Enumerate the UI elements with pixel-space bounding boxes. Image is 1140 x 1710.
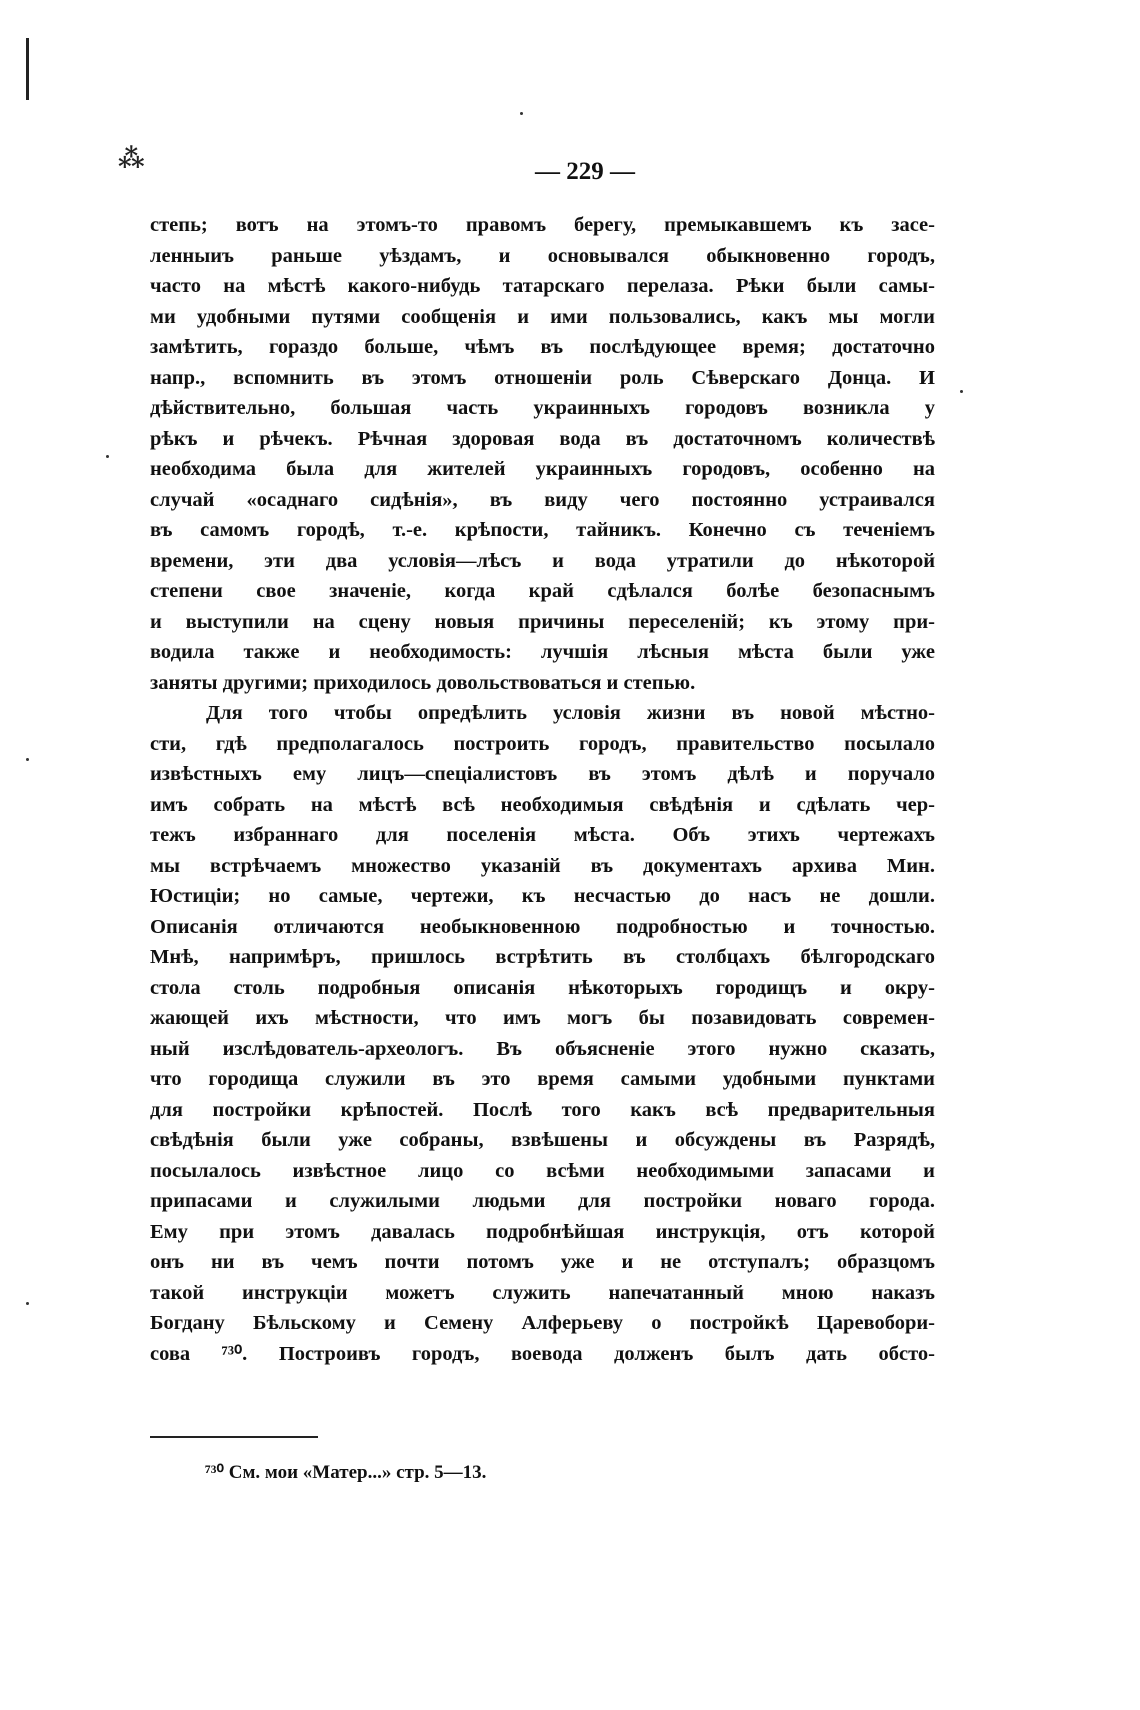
text-line: заняты другими; приходилось довольствоваться и степью.: [150, 671, 696, 694]
scan-edge-mark: [26, 38, 29, 100]
text-line: имъ собрать на мѣстѣ всѣ необходимыя свѣдѣнія и сдѣлать чер-: [150, 793, 935, 816]
text-line: Описанія отличаются необыкновенною подробностью и точностью.: [150, 915, 935, 938]
text-line: припасами и служилыми людьми для постройки новаго города.: [150, 1190, 935, 1212]
scan-speck: [520, 112, 523, 115]
paragraph-2: [150, 698, 935, 1369]
text-line: ный изслѣдователь-археологъ. Въ объясненіе этого нужно сказать,: [150, 1037, 935, 1060]
text-line: ленныиъ раньше уѣздамъ, и основывался обыкновенно городъ,: [150, 244, 935, 267]
scan-artifact-mark: ⁂: [118, 144, 145, 174]
text-line: жающей ихъ мѣстности, что имъ могъ бы позавидовать современ-: [150, 1007, 935, 1029]
footnote: ⁷³⁰ См. мои «Матер...» стр. 5—13.: [205, 1462, 487, 1483]
text-line: для постройки крѣпостей. Послѣ того какъ всѣ предварительныя: [150, 1098, 935, 1121]
text-line: сова ⁷³⁰. Построивъ городъ, воевода долженъ былъ дать обсто-: [150, 1342, 935, 1365]
text-line: водила также и необходимость: лучшія лѣсныя мѣста были уже: [150, 641, 935, 663]
text-line: необходима была для жителей украинныхъ городовъ, особенно на: [150, 458, 935, 480]
scan-speck: [26, 1302, 29, 1305]
text-line: посылалось извѣстное лицо со всѣми необходимыми запасами и: [150, 1159, 935, 1182]
text-line: мы встрѣчаемъ множество указаній въ документахъ архива Мин.: [150, 854, 935, 877]
text-line: что городища служили въ это время самыми удобными пунктами: [150, 1068, 935, 1090]
scan-speck: [26, 758, 29, 761]
paragraph-1: [150, 210, 935, 698]
text-line: и выступили на сцену новыя причины переселеній; къ этому при-: [150, 610, 935, 633]
text-line: рѣкъ и рѣчекъ. Рѣчная здоровая вода въ достаточномъ количествѣ: [150, 427, 935, 450]
text-line: часто на мѣстѣ какого-нибудь татарскаго перелаза. Рѣки были самы-: [150, 275, 935, 297]
text-line: онъ ни въ чемъ почти потомъ уже и не отступалъ; образцомъ: [150, 1251, 935, 1273]
text-line: дѣйствительно, большая часть украинныхъ городовъ возникла у: [150, 397, 935, 419]
text-line: тежъ избраннаго для поселенія мѣста. Объ этихъ чертежахъ: [150, 824, 935, 846]
scan-speck: [960, 390, 963, 393]
body-text: [150, 210, 935, 1369]
text-line: Мнѣ, напримѣръ, пришлось встрѣтить въ столбцахъ бѣлгородскаго: [150, 946, 935, 968]
text-line: свѣдѣнія были уже собраны, взвѣшены и обсуждены въ Разрядѣ,: [150, 1129, 935, 1151]
text-line: стола столь подробныя описанія нѣкоторыхъ городищъ и окру-: [150, 976, 935, 999]
text-line: случай «осаднаго сидѣнія», въ виду чего постоянно устраивался: [150, 488, 935, 511]
text-line: Богдану Бѣльскому и Семену Алферьеву о постройкѣ Царевобори-: [150, 1312, 935, 1334]
text-line: сти, гдѣ предполагалось построить городъ, правительство посылало: [150, 732, 935, 755]
text-line: такой инструкціи можетъ служить напечатанный мною наказъ: [150, 1281, 935, 1304]
scan-speck: [106, 455, 109, 458]
text-line: ми удобными путями сообщенія и ими пользовались, какъ мы могли: [150, 305, 935, 328]
text-line: Юстиціи; но самые, чертежи, къ несчастью до насъ не дошли.: [150, 885, 935, 907]
text-line: Ему при этомъ давалась подробнѣйшая инструкція, отъ которой: [150, 1220, 935, 1243]
text-line: степь; вотъ на этомъ-то правомъ берегу, премыкавшемъ къ засе-: [150, 214, 935, 236]
text-line: въ самомъ городѣ, т.-е. крѣпости, тайникъ. Конечно съ теченіемъ: [150, 519, 935, 541]
text-line: степени свое значеніе, когда край сдѣлался болѣе безопаснымъ: [150, 580, 935, 602]
text-line: замѣтить, гораздо больше, чѣмъ въ послѣдующее время; достаточно: [150, 336, 935, 358]
text-line: времени, эти два условія—лѣсъ и вода утратили до нѣкоторой: [150, 549, 935, 572]
footnote-rule: [150, 1436, 318, 1438]
text-line: Для того чтобы опредѣлить условія жизни въ новой мѣстно-: [206, 702, 935, 724]
text-line: извѣстныхъ ему лицъ—спеціалистовъ въ этомъ дѣлѣ и поручало: [150, 763, 935, 785]
page-number: — 229 —: [535, 158, 635, 185]
text-line: напр., вспомнить въ этомъ отношеніи роль Сѣверскаго Донца. И: [150, 366, 935, 389]
